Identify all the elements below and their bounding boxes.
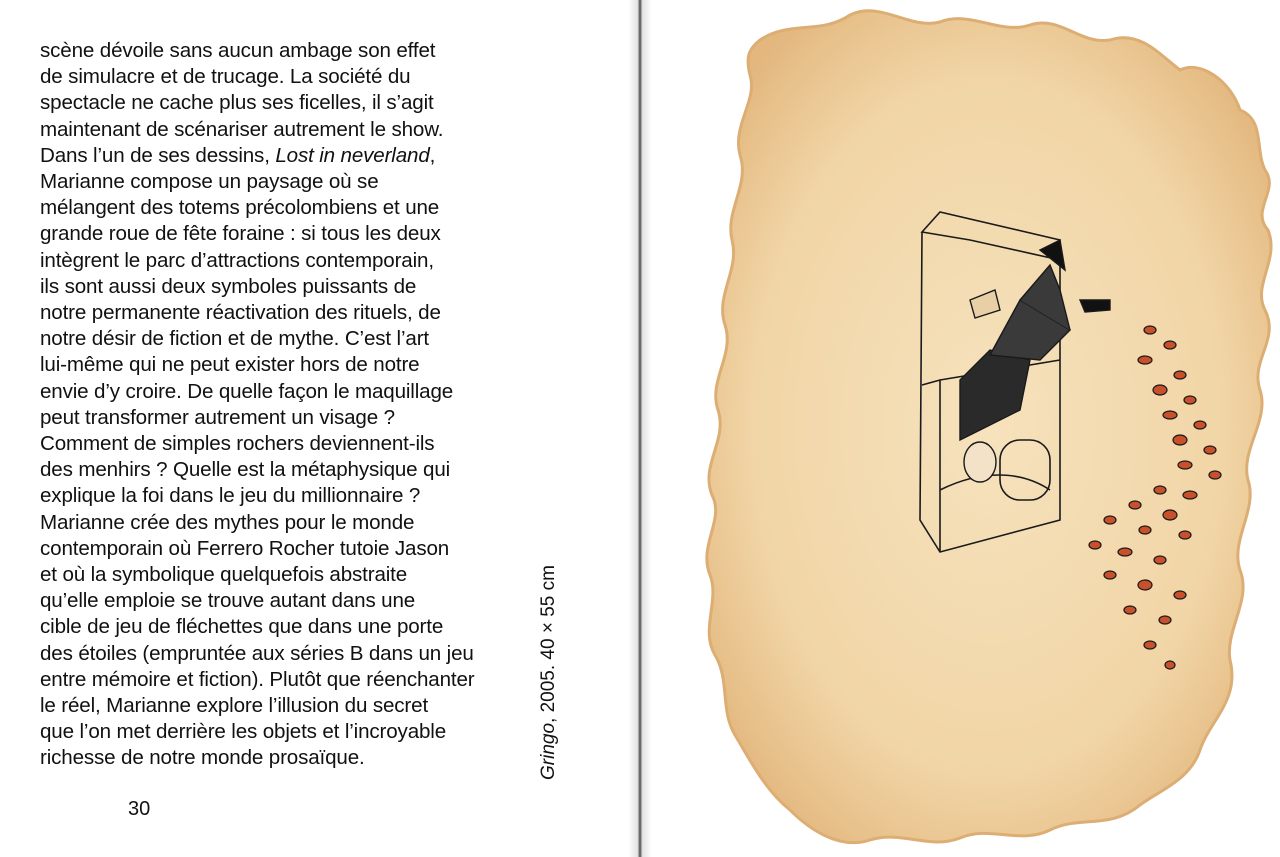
text-line: Marianne crée des mythes pour le monde [40, 510, 415, 534]
caption-details: , 2005. 40 × 55 cm [538, 565, 559, 723]
paper-stain [707, 11, 1271, 843]
text-line: spectacle ne cache plus ses ficelles, il s’agit [40, 91, 434, 115]
text-line: le réel, Marianne explore l’illusion du secret [40, 694, 429, 718]
text-line: grande roue de fête foraine : si tous les deux [40, 222, 441, 246]
text-line: ils sont aussi deux symboles puissants de [40, 274, 417, 298]
text-line: notre permanente réactivation des rituels, de [40, 301, 441, 325]
caption-title: Gringo [538, 722, 559, 780]
text-segment: Dans l’un de ses dessins, [40, 143, 276, 167]
text-segment: , [429, 143, 436, 167]
text-line [40, 143, 510, 169]
text-line: cible de jeu de fléchettes que dans une porte [40, 615, 444, 639]
text-line: Marianne compose un paysage où se [40, 170, 379, 194]
page-number: 30 [128, 798, 151, 820]
artwork-title-reference: Lost in neverland [275, 143, 430, 167]
text-line: qu’elle emploie se trouve autant dans une [40, 589, 416, 613]
text-line: richesse de notre monde prosaïque. [40, 746, 365, 770]
right-page [640, 0, 1280, 857]
text-line: intègrent le parc d’attractions contemporain, [40, 248, 434, 272]
text-line: maintenant de scénariser autrement le show. [40, 117, 444, 141]
text-line: notre désir de fiction et de mythe. C’est l’art [40, 327, 429, 351]
text-line: scène dévoile sans aucun ambage son effet [40, 39, 436, 62]
text-line: entre mémoire et fiction). Plutôt que réenchanter [40, 667, 475, 691]
text-line: lui-même qui ne peut exister hors de notre [40, 353, 420, 377]
text-line: des menhirs ? Quelle est la métaphysique qui [40, 458, 451, 482]
text-line: envie d’y croire. De quelle façon le maquillage [40, 379, 454, 403]
text-line: des étoiles (empruntée aux séries B dans un jeu [40, 641, 474, 665]
text-line: de simulacre et de trucage. La société du [40, 65, 411, 89]
artwork-illustration [640, 0, 1280, 857]
text-line: Comment de simples rochers deviennent-ils [40, 432, 435, 456]
text-line: contemporain où Ferrero Rocher tutoie Jason [40, 536, 450, 560]
text-line: et où la symbolique quelquefois abstraite [40, 563, 408, 587]
text-line: mélangent des totems précolombiens et une [40, 196, 440, 220]
text-line: explique la foi dans le jeu du millionnaire ? [40, 484, 421, 508]
body-text [40, 38, 510, 772]
text-line: peut transformer autrement un visage ? [40, 405, 395, 429]
book-gutter [628, 0, 652, 857]
text-line: que l’on met derrière les objets et l’incroyable [40, 720, 447, 744]
artwork-caption [538, 565, 560, 780]
